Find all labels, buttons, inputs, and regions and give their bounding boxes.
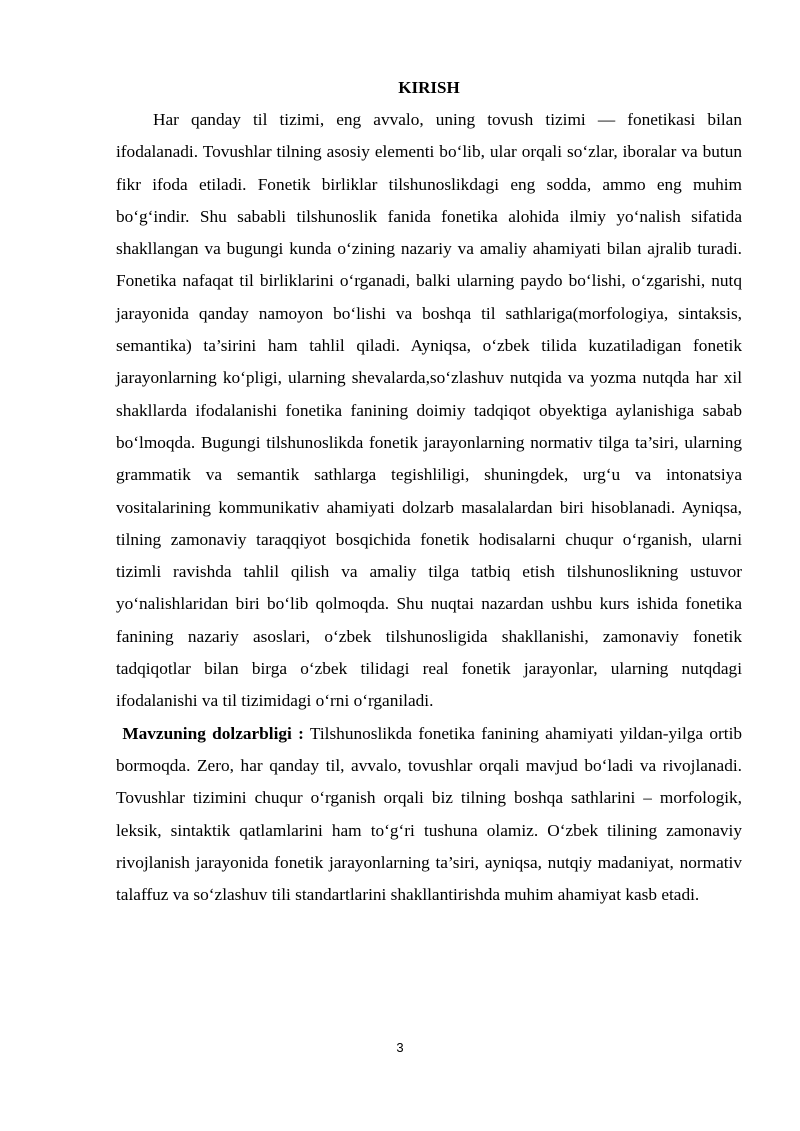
relevance-paragraph (116, 718, 742, 912)
page-number: 3 (396, 1040, 404, 1055)
relevance-paragraph-text: Tilshunoslikda fonetika fanining ahamiyati yildan-yilga ortib bormoqda. Zero, har qanday til, avvalo, tovushlar orqali mavjud bo‘ladi va rivojlanadi. Tovushlar tizimini chuqur o‘rganish orqali biz tilning boshqa sathlarini – morfologik, leksik, sintaktik qatlamlarini ham to‘g‘ri tushuna olamiz. O‘zbek tilining zamonaviy rivojlanish jarayonida fonetik jarayonlarning ta’siri, ayniqsa, nutqiy madaniyat, normativ talaffuz va so‘zlashuv tili standartlarini shakllantirishda muhim ahamiyat kasb etadi. (116, 723, 743, 905)
intro-paragraph: Har qanday til tizimi, eng avvalo, uning tovush tizimi — fonetikasi bilan ifodalanadi. Tovushlar tilning asosiy elementi bo‘lib, ular orqali so‘zlar, iboralar va butun fikr ifoda etiladi. Fonetik birliklar tilshunoslikdagi eng sodda, ammo eng muhim bo‘g‘indir. Shu sababli tilshunoslik fanida fonetika alohida ilmiy yo‘nalish sifatida shakllangan va bugungi kunda o‘zining nazariy va amaliy ahamiyati bilan ajralib turadi. Fonetika nafaqat til birliklarini o‘rganadi, balki ularning paydo bo‘lishi, o‘zgarishi, nutq jarayonida qanday namoyon bo‘lishi va boshqa til sathlariga(morfologiya, sintaksis, semantika) ta’sirini ham tahlil qiladi. Ayniqsa, o‘zbek tilida kuzatiladigan fonetik jarayonlarning ko‘pligi, ularning shevalarda,so‘zlashuv nutqida va yozma nutqda har xil shakllarda ifodalanishi fonetika fanining doimiy tadqiqot obyektiga aylanishiga sabab bo‘lmoqda. Bugungi tilshunoslikda fonetik jarayonlarning normativ tilga ta’siri, ularning grammatik va semantik sathlarga tegishliligi, shuningdek, urg‘u va intonatsiya vositalarining kommunikativ ahamiyati dolzarb masalalardan biri hisoblanadi. Ayniqsa, tilning zamonaviy taraqqiyot bosqichida fonetik hodisalarni chuqur o‘rganish, ularni tizimli ravishda tahlil qilish va amaliy tilga tatbiq etish tilshunoslikning ustuvor yo‘nalishlaridan biri bo‘lib qolmoqda. Shu nuqtai nazardan ushbu kurs ishida fonetika fanining nazariy asoslari, o‘zbek tilshunosligida shakllanishi, zamonaviy fonetik tadqiqotlar bilan birga o‘zbek tilidagi real fonetik jarayonlar, ularning nutqdagi ifodalanishi va til tizimidagi o‘rni o‘rganiladi. (116, 110, 742, 711)
relevance-lead-label: Mavzuning dolzarbligi : (122, 723, 304, 743)
document-body (116, 104, 742, 911)
section-heading: KIRISH (398, 78, 460, 97)
